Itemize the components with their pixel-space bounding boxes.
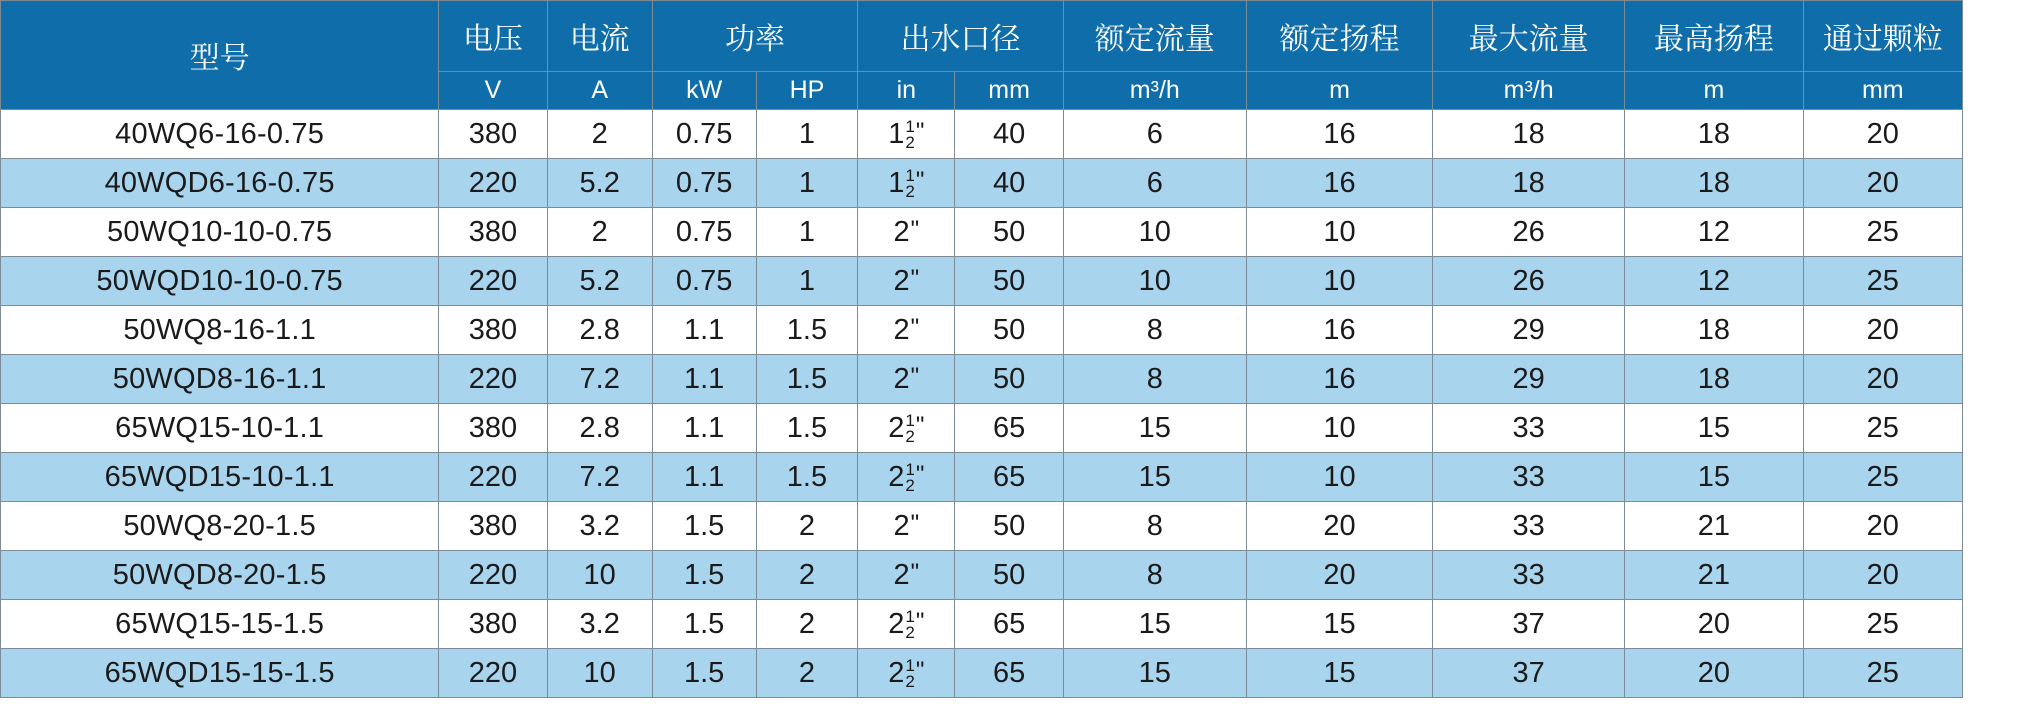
cell-voltage: 380: [439, 502, 547, 551]
header-current: 电流: [547, 1, 652, 72]
cell-rated-flow: 10: [1063, 208, 1246, 257]
cell-max-flow: 18: [1433, 159, 1625, 208]
cell-voltage: 220: [439, 551, 547, 600]
header-outlet-diameter: 出水口径: [858, 1, 1064, 72]
cell-rated-flow: 8: [1063, 355, 1246, 404]
cell-model: 50WQD10-10-0.75: [1, 257, 439, 306]
cell-outlet-inch: 2 1 2 ": [858, 453, 955, 502]
cell-power-hp: 1: [756, 257, 858, 306]
unit-max-head: m: [1625, 72, 1803, 110]
cell-max-head: 18: [1625, 355, 1803, 404]
unit-particle: mm: [1803, 72, 1962, 110]
cell-particle: 20: [1803, 355, 1962, 404]
cell-max-flow: 33: [1433, 551, 1625, 600]
cell-power-kw: 0.75: [652, 257, 756, 306]
cell-max-flow: 29: [1433, 355, 1625, 404]
cell-max-head: 21: [1625, 502, 1803, 551]
cell-particle: 25: [1803, 649, 1962, 698]
cell-model: 50WQD8-16-1.1: [1, 355, 439, 404]
cell-power-kw: 0.75: [652, 208, 756, 257]
cell-voltage: 220: [439, 355, 547, 404]
unit-outlet-mm: mm: [955, 72, 1063, 110]
cell-particle: 20: [1803, 502, 1962, 551]
unit-current: A: [547, 72, 652, 110]
cell-power-hp: 1: [756, 159, 858, 208]
cell-outlet-mm: 65: [955, 453, 1063, 502]
cell-voltage: 220: [439, 257, 547, 306]
unit-power-hp: HP: [756, 72, 858, 110]
cell-model: 40WQ6-16-0.75: [1, 110, 439, 159]
cell-max-flow: 37: [1433, 600, 1625, 649]
table-row: [1, 600, 1963, 649]
cell-current: 3.2: [547, 600, 652, 649]
cell-current: 2.8: [547, 306, 652, 355]
cell-power-kw: 0.75: [652, 110, 756, 159]
cell-voltage: 380: [439, 110, 547, 159]
cell-max-head: 21: [1625, 551, 1803, 600]
cell-voltage: 380: [439, 306, 547, 355]
table-row: [1, 502, 1963, 551]
cell-rated-flow: 6: [1063, 159, 1246, 208]
cell-rated-head: 10: [1246, 453, 1432, 502]
cell-outlet-inch: 2 1 2 ": [858, 600, 955, 649]
cell-outlet-inch: 2 ": [858, 306, 955, 355]
cell-model: 40WQD6-16-0.75: [1, 159, 439, 208]
cell-outlet-inch: 1 1 2 ": [858, 110, 955, 159]
cell-model: 65WQD15-10-1.1: [1, 453, 439, 502]
cell-rated-head: 16: [1246, 159, 1432, 208]
cell-model: 50WQ8-20-1.5: [1, 502, 439, 551]
cell-voltage: 220: [439, 159, 547, 208]
cell-outlet-inch: 2 ": [858, 551, 955, 600]
cell-outlet-mm: 50: [955, 551, 1063, 600]
cell-max-flow: 26: [1433, 208, 1625, 257]
cell-outlet-mm: 65: [955, 404, 1063, 453]
table-row: [1, 159, 1963, 208]
cell-rated-flow: 8: [1063, 306, 1246, 355]
header-model: 型号: [1, 1, 439, 110]
cell-current: 7.2: [547, 453, 652, 502]
header-voltage: 电压: [439, 1, 547, 72]
cell-max-head: 20: [1625, 600, 1803, 649]
cell-rated-head: 15: [1246, 649, 1432, 698]
cell-power-kw: 1.5: [652, 600, 756, 649]
cell-max-flow: 37: [1433, 649, 1625, 698]
cell-particle: 20: [1803, 551, 1962, 600]
header-max-head: 最高扬程: [1625, 1, 1803, 72]
cell-rated-head: 10: [1246, 208, 1432, 257]
cell-max-flow: 26: [1433, 257, 1625, 306]
table-row: [1, 404, 1963, 453]
cell-rated-flow: 15: [1063, 453, 1246, 502]
cell-rated-head: 20: [1246, 502, 1432, 551]
cell-model: 50WQ10-10-0.75: [1, 208, 439, 257]
cell-current: 10: [547, 649, 652, 698]
cell-rated-head: 16: [1246, 355, 1432, 404]
cell-outlet-inch: 2 ": [858, 355, 955, 404]
cell-power-kw: 1.1: [652, 404, 756, 453]
cell-max-head: 12: [1625, 208, 1803, 257]
cell-rated-flow: 15: [1063, 600, 1246, 649]
cell-rated-head: 15: [1246, 600, 1432, 649]
cell-model: 50WQ8-16-1.1: [1, 306, 439, 355]
cell-particle: 25: [1803, 453, 1962, 502]
cell-max-head: 18: [1625, 306, 1803, 355]
table-row: [1, 453, 1963, 502]
cell-current: 2: [547, 110, 652, 159]
cell-power-hp: 1: [756, 110, 858, 159]
cell-rated-flow: 15: [1063, 649, 1246, 698]
table-body: [1, 110, 1963, 698]
cell-max-flow: 33: [1433, 502, 1625, 551]
table-row: [1, 110, 1963, 159]
cell-current: 7.2: [547, 355, 652, 404]
cell-outlet-mm: 65: [955, 600, 1063, 649]
header-power: 功率: [652, 1, 858, 72]
cell-power-kw: 1.5: [652, 649, 756, 698]
table-row: [1, 649, 1963, 698]
table-row: [1, 355, 1963, 404]
cell-max-head: 18: [1625, 110, 1803, 159]
cell-particle: 25: [1803, 600, 1962, 649]
cell-current: 5.2: [547, 159, 652, 208]
cell-particle: 25: [1803, 208, 1962, 257]
cell-model: 65WQ15-10-1.1: [1, 404, 439, 453]
cell-outlet-inch: 2 1 2 ": [858, 649, 955, 698]
cell-power-hp: 1.5: [756, 306, 858, 355]
cell-max-head: 20: [1625, 649, 1803, 698]
cell-power-hp: 2: [756, 502, 858, 551]
cell-power-hp: 2: [756, 600, 858, 649]
cell-power-hp: 2: [756, 551, 858, 600]
cell-power-kw: 1.1: [652, 355, 756, 404]
cell-max-flow: 33: [1433, 453, 1625, 502]
cell-max-head: 18: [1625, 159, 1803, 208]
cell-model: 65WQD15-15-1.5: [1, 649, 439, 698]
cell-power-kw: 1.1: [652, 306, 756, 355]
cell-outlet-mm: 50: [955, 355, 1063, 404]
cell-outlet-inch: 2 ": [858, 257, 955, 306]
table-row: [1, 208, 1963, 257]
cell-max-flow: 29: [1433, 306, 1625, 355]
cell-model: 50WQD8-20-1.5: [1, 551, 439, 600]
cell-rated-head: 16: [1246, 306, 1432, 355]
header-max-flow: 最大流量: [1433, 1, 1625, 72]
cell-power-hp: 1: [756, 208, 858, 257]
cell-power-hp: 1.5: [756, 355, 858, 404]
cell-outlet-inch: 2 ": [858, 502, 955, 551]
cell-rated-head: 10: [1246, 257, 1432, 306]
table-header: [1, 1, 1963, 110]
cell-outlet-inch: 1 1 2 ": [858, 159, 955, 208]
cell-power-kw: 0.75: [652, 159, 756, 208]
unit-rated-head: m: [1246, 72, 1432, 110]
unit-voltage: V: [439, 72, 547, 110]
cell-model: 65WQ15-15-1.5: [1, 600, 439, 649]
cell-particle: 25: [1803, 404, 1962, 453]
unit-outlet-in: in: [858, 72, 955, 110]
cell-power-kw: 1.5: [652, 551, 756, 600]
cell-max-head: 15: [1625, 404, 1803, 453]
header-row-titles: [1, 1, 1963, 72]
cell-rated-head: 10: [1246, 404, 1432, 453]
cell-outlet-inch: 2 1 2 ": [858, 404, 955, 453]
cell-current: 2: [547, 208, 652, 257]
cell-voltage: 220: [439, 649, 547, 698]
cell-particle: 20: [1803, 110, 1962, 159]
cell-particle: 20: [1803, 159, 1962, 208]
header-rated-head: 额定扬程: [1246, 1, 1432, 72]
cell-rated-flow: 6: [1063, 110, 1246, 159]
cell-outlet-mm: 40: [955, 159, 1063, 208]
cell-rated-head: 16: [1246, 110, 1432, 159]
cell-outlet-mm: 50: [955, 306, 1063, 355]
table-row: [1, 306, 1963, 355]
cell-outlet-mm: 50: [955, 257, 1063, 306]
cell-power-hp: 1.5: [756, 404, 858, 453]
cell-particle: 25: [1803, 257, 1962, 306]
cell-current: 2.8: [547, 404, 652, 453]
cell-max-head: 12: [1625, 257, 1803, 306]
table-row: [1, 551, 1963, 600]
cell-voltage: 380: [439, 600, 547, 649]
unit-power-kw: kW: [652, 72, 756, 110]
cell-outlet-mm: 40: [955, 110, 1063, 159]
header-particle-size: 通过颗粒: [1803, 1, 1962, 72]
cell-rated-flow: 8: [1063, 551, 1246, 600]
cell-current: 10: [547, 551, 652, 600]
cell-rated-flow: 8: [1063, 502, 1246, 551]
cell-max-flow: 33: [1433, 404, 1625, 453]
cell-outlet-mm: 50: [955, 502, 1063, 551]
cell-outlet-mm: 50: [955, 208, 1063, 257]
cell-power-hp: 1.5: [756, 453, 858, 502]
header-rated-flow: 额定流量: [1063, 1, 1246, 72]
unit-rated-flow: m³/h: [1063, 72, 1246, 110]
unit-max-flow: m³/h: [1433, 72, 1625, 110]
cell-power-kw: 1.5: [652, 502, 756, 551]
cell-rated-flow: 15: [1063, 404, 1246, 453]
cell-power-hp: 2: [756, 649, 858, 698]
cell-particle: 20: [1803, 306, 1962, 355]
cell-voltage: 220: [439, 453, 547, 502]
table-row: [1, 257, 1963, 306]
cell-current: 3.2: [547, 502, 652, 551]
cell-max-flow: 18: [1433, 110, 1625, 159]
cell-voltage: 380: [439, 404, 547, 453]
cell-max-head: 15: [1625, 453, 1803, 502]
cell-power-kw: 1.1: [652, 453, 756, 502]
cell-rated-flow: 10: [1063, 257, 1246, 306]
cell-rated-head: 20: [1246, 551, 1432, 600]
cell-voltage: 380: [439, 208, 547, 257]
cell-current: 5.2: [547, 257, 652, 306]
cell-outlet-inch: 2 ": [858, 208, 955, 257]
cell-outlet-mm: 65: [955, 649, 1063, 698]
